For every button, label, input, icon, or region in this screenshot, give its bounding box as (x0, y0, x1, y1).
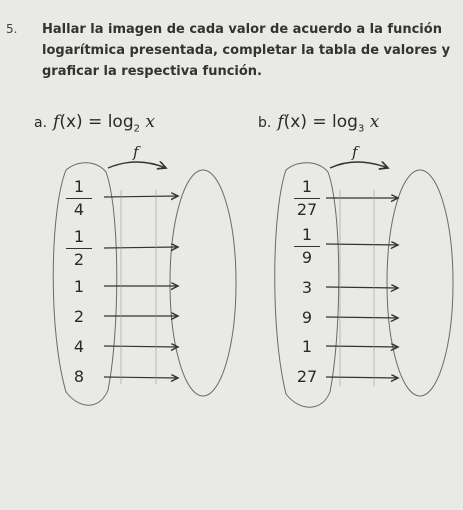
instruction-line-2: logarítmica presentada, completar la tabla de valores y (42, 43, 451, 58)
part-b-f-arrow (330, 162, 388, 168)
part-a-value-6: 8 (73, 367, 85, 386)
part-a-base: 2 (133, 123, 140, 135)
part-a-arrow-6 (104, 377, 178, 378)
part-b-value-4: 9 (301, 308, 313, 327)
part-b-arrow-6 (326, 377, 398, 378)
part-a-range-oval (170, 170, 236, 396)
part-a-arrow-1 (104, 196, 178, 197)
part-b-value-2: 1 9 (290, 226, 324, 267)
exercise-number: 5. (6, 22, 18, 36)
part-b-value-6: 27 (296, 367, 318, 386)
part-b-label: b. (258, 115, 272, 131)
part-a-f-arrow (108, 162, 166, 168)
part-a-func-name: f (53, 112, 60, 132)
part-a-lhs: (x) = log (59, 112, 134, 132)
part-a-value-3: 1 (73, 277, 85, 296)
part-b-var: x (369, 112, 380, 132)
part-b-arrow-5 (326, 346, 398, 347)
part-b-base: 3 (357, 123, 365, 135)
part-b-arrow-2 (326, 244, 398, 245)
part-a-value-2: 1 2 (62, 228, 96, 269)
part-b-func-name: f (277, 112, 284, 132)
part-b-value-3: 3 (301, 278, 313, 297)
instruction-line-3: graficar la respectiva función. (42, 64, 262, 79)
part-b-range-oval (387, 170, 453, 396)
part-b-lhs: (x) = log (283, 112, 358, 132)
instruction-line-1: Hallar la imagen de cada valor de acuerdo a la función (42, 22, 442, 37)
part-b-value-1: 1 27 (290, 178, 324, 219)
part-b-arrow-4 (326, 317, 398, 318)
part-a-label: a. (34, 115, 48, 131)
part-b-arrow-label: f (352, 143, 358, 161)
part-a-value-1: 1 4 (62, 178, 96, 219)
part-b-value-5: 1 (301, 337, 313, 356)
part-a-value-5: 4 (73, 337, 85, 356)
part-a-arrow-2 (104, 247, 178, 248)
part-a-arrow-label: f (133, 143, 139, 161)
part-a-value-4: 2 (73, 307, 85, 326)
part-a-var: x (145, 112, 155, 132)
part-a-arrow-5 (104, 346, 178, 347)
